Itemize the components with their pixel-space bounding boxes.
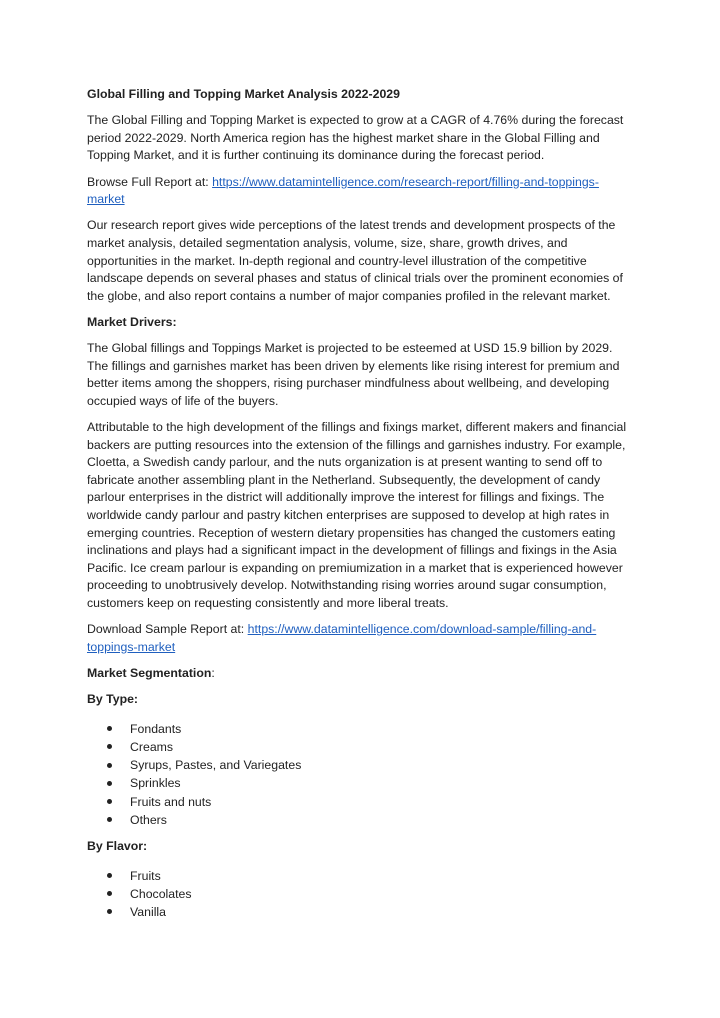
list-item	[87, 903, 633, 921]
bullet-icon	[107, 817, 112, 822]
list-item-label: Syrups, Pastes, and Variegates	[130, 758, 302, 773]
list-item-label: Sprinkles	[130, 776, 181, 791]
list-item	[87, 738, 633, 756]
bullet-icon	[107, 873, 112, 878]
bullet-icon	[107, 726, 112, 731]
list-item-label: Others	[130, 812, 167, 827]
by-type-list	[87, 720, 633, 829]
list-item-label: Chocolates	[130, 886, 192, 901]
by-flavor-list	[87, 867, 633, 922]
market-segmentation-heading	[87, 665, 633, 683]
bullet-icon	[107, 781, 112, 786]
document-page	[87, 86, 633, 930]
bullet-icon	[107, 891, 112, 896]
list-item	[87, 811, 633, 829]
drivers-paragraph-2: Attributable to the high development of the fillings and fixings market, different makers and financial backers are putting resources into the extension of the fillings and garnishes industry. For example, Cloetta, a Swedish candy parlour, and the nuts organization is at present wanting to send off to fabricate another assembling plant in the Netherland. Subsequently, the development of candy parlour enterprises in the district will additionally improve the interest for fillings and fixings. The worldwide candy parlour and pastry kitchen enterprises are supposed to develop at high rates in emerging countries. Reception of western dietary propensities has changed the customers eating inclinations and plays had a significant impact in the development of fillings and fixings in the Asia Pacific. Ice cream parlour is expanding on premiumization in a market that is experienced however proceeding to unobtrusively develop. Notwithstanding rising worries around sugar consumption, customers keep on requesting consistently and more liberal treats.	[87, 420, 627, 610]
download-sample-link[interactable]: https://www.datamintelligence.com/download-sample/filling-and-toppings-market	[87, 622, 597, 654]
browse-report-line	[87, 174, 633, 209]
bullet-icon	[107, 799, 112, 804]
segmentation-heading-text: Market Segmentation	[87, 665, 212, 680]
market-drivers-heading: Market Drivers:	[87, 314, 177, 329]
list-item	[87, 720, 633, 738]
document-title: Global Filling and Topping Market Analysis 2022-2029	[87, 87, 400, 101]
by-flavor-heading: By Flavor:	[87, 838, 148, 853]
list-item	[87, 885, 633, 903]
drivers-paragraph-1: The Global fillings and Toppings Market is projected to be esteemed at USD 15.9 billion by 2029. The fillings and garnishes market has been driven by elements like rising interest for premium and better items among the shoppers, rising purchaser mindfulness about wellbeing, and developing occupied ways of life of the buyers.	[87, 341, 620, 408]
list-item-label: Creams	[130, 739, 174, 754]
list-item	[87, 867, 633, 885]
research-paragraph: Our research report gives wide perceptions of the latest trends and development prospects of the market analysis, detailed segmentation analysis, volume, size, share, growth drives, and opportunities in the market. In-depth regional and country-level illustration of the competitive landscape depends on several phases and status of clinical trials over the prominent economies of the globe, and also report contains a number of major companies profiled in the relevant market.	[87, 218, 623, 303]
browse-label: Browse Full Report at:	[87, 174, 213, 189]
segmentation-colon: :	[211, 665, 215, 680]
list-item	[87, 774, 633, 792]
list-item-label: Fruits and nuts	[130, 794, 212, 809]
download-sample-line	[87, 621, 633, 656]
list-item-label: Fondants	[130, 721, 182, 736]
list-item-label: Fruits	[130, 868, 161, 883]
list-item	[87, 793, 633, 811]
list-item-label: Vanilla	[130, 904, 167, 919]
by-type-heading: By Type:	[87, 692, 139, 707]
download-label: Download Sample Report at:	[87, 622, 248, 637]
bullet-icon	[107, 763, 112, 768]
list-item	[87, 756, 633, 774]
browse-report-link[interactable]: https://www.datamintelligence.com/research-report/filling-and-toppings-market	[87, 174, 599, 207]
bullet-icon	[107, 744, 112, 749]
bullet-icon	[107, 909, 112, 914]
intro-paragraph: The Global Filling and Topping Market is expected to grow at a CAGR of 4.76% during the forecast period 2022-2029. North America region has the highest market share in the Global Filling and Topping Market, and it is further continuing its dominance during the forecast period.	[87, 113, 624, 163]
